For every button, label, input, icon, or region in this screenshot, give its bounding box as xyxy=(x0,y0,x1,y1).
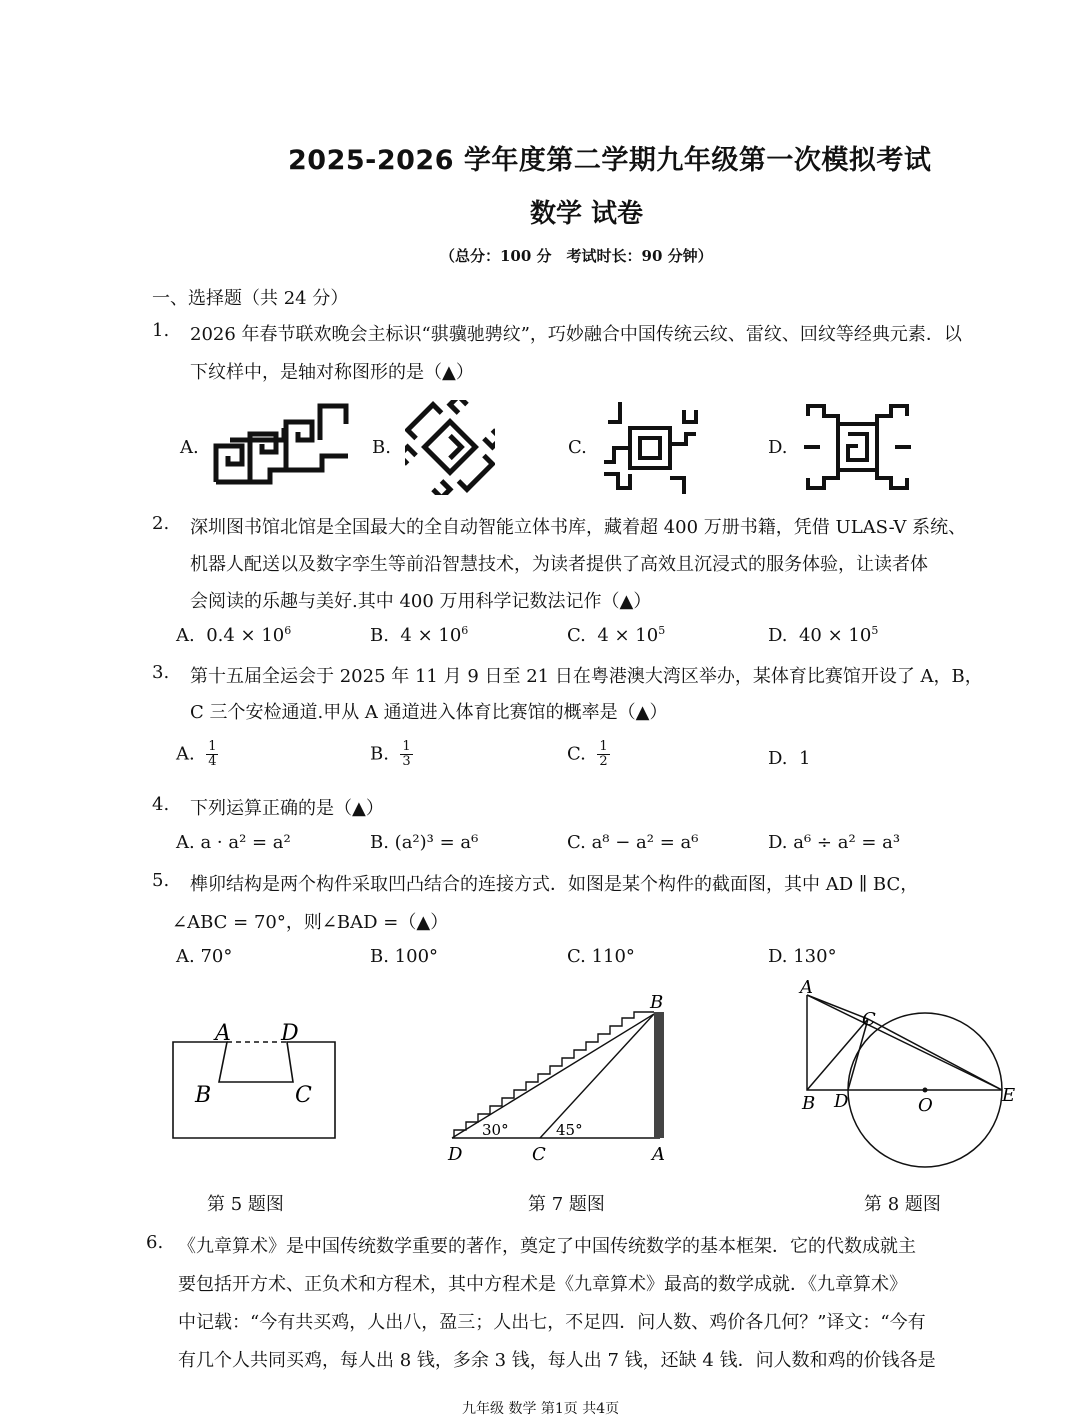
q6-text-line3: 中记载：“今有共买鸡，人出八，盈三；人出七，不足四．问人数、鸡价各几何？”译文：“今有 xyxy=(178,1312,926,1333)
q6-number: 6. xyxy=(146,1232,164,1253)
q5-option-d: D. 130° xyxy=(768,946,837,967)
fig8-label-d: D xyxy=(834,1091,849,1112)
q4-number: 4. xyxy=(152,794,170,815)
q3-option-d: D. 1 xyxy=(768,748,811,769)
q5-text-line1: 榫卯结构是两个构件采取凹凸结合的连接方式．如图是某个构件的截面图，其中 AD ∥ BC， xyxy=(190,874,919,895)
q5-text-line2: ∠ABC = 70°，则∠BAD =（▲） xyxy=(172,912,449,933)
q2-number: 2. xyxy=(152,513,170,534)
q4-option-b: B. (a²)³ = a⁶ xyxy=(370,832,479,853)
q1-text-line2: 下纹样中，是轴对称图形的是（▲） xyxy=(190,362,474,383)
figure-8 xyxy=(790,975,1030,1180)
q1-pattern-d xyxy=(800,402,915,492)
fig5-label-c: C xyxy=(295,1083,312,1108)
fig8-label-o: O xyxy=(918,1095,933,1116)
fig7-label-c: C xyxy=(532,1144,546,1165)
fig5-label-b: B xyxy=(195,1083,212,1108)
q1-option-c-label: C. xyxy=(568,437,587,458)
fig7-wall xyxy=(654,1012,664,1138)
figure-5-caption: 第 5 题图 xyxy=(207,1194,284,1215)
q3-number: 3. xyxy=(152,662,170,683)
q1-option-b-label: B. xyxy=(372,437,391,458)
fig7-angle-45: 45° xyxy=(556,1121,583,1139)
fig5-label-a: A xyxy=(215,1021,231,1046)
q4-option-a: A. a · a² = a² xyxy=(176,832,291,853)
fig7-label-b: B xyxy=(650,992,664,1013)
exam-title: 2025-2026 学年度第二学期九年级第一次模拟考试 xyxy=(288,145,932,176)
fig8-label-a: A xyxy=(800,977,813,998)
q5-option-c: C. 110° xyxy=(567,946,635,967)
q1-pattern-b xyxy=(405,400,495,495)
figure-7-caption: 第 7 题图 xyxy=(528,1194,605,1215)
q2-option-a: A. $0.4 \times 10^6$ xyxy=(176,624,292,646)
q3-option-b: B. $\frac{1}{3}$ xyxy=(370,739,411,769)
q1-option-a-label: A. xyxy=(180,437,199,458)
q6-text-line4: 有几个人共同买鸡，每人出 8 钱，多余 3 钱，每人出 7 钱，还缺 4 钱．问人数和鸡的价钱各是 xyxy=(178,1350,936,1371)
fig7-label-d: D xyxy=(448,1144,463,1165)
q2-text-line2: 机器人配送以及数字孪生等前沿智慧技术，为读者提供了高效且沉浸式的服务体验，让读者体 xyxy=(190,554,928,575)
q1-option-d-label: D. xyxy=(768,437,788,458)
exam-subtitle: 数学 试卷 xyxy=(530,199,644,229)
fig8-label-e: E xyxy=(1002,1085,1016,1106)
q2-option-b: B. $4 \times 10^6$ xyxy=(370,624,469,646)
figure-8-caption: 第 8 题图 xyxy=(864,1194,941,1215)
q2-option-c: C. $4 \times 10^5$ xyxy=(567,624,666,646)
fig5-label-d: D xyxy=(281,1021,299,1046)
q5-option-b: B. 100° xyxy=(370,946,439,967)
fig7-angle-30: 30° xyxy=(482,1121,509,1139)
q3-option-a: A. $\frac{1}{4}$ xyxy=(176,739,217,769)
q2-text-line1: 深圳图书馆北馆是全国最大的全自动智能立体书库，藏着超 400 万册书籍，凭借 ULAS-V 系统、 xyxy=(190,517,967,538)
q2-text-line3: 会阅读的乐趣与美好.其中 400 万用科学记数法记作（▲） xyxy=(190,591,652,612)
section-title: 一、选择题（共 24 分） xyxy=(152,288,349,309)
q1-pattern-a xyxy=(210,400,355,490)
q1-text-line1: 2026 年春节联欢晚会主标识“骐骥驰骋纹”，巧妙融合中国传统云纹、雷纹、回纹等经典元素．以 xyxy=(190,324,962,345)
q5-option-a: A. 70° xyxy=(176,946,233,967)
q6-text-line2: 要包括开方术、正负术和方程术，其中方程术是《九章算术》最高的数学成就．《九章算术》 xyxy=(178,1274,907,1295)
q4-option-c: C. a⁸ − a² = a⁶ xyxy=(567,832,699,853)
q6-text-line1: 《九章算术》是中国传统数学重要的著作，奠定了中国传统数学的基本框架．它的代数成就主 xyxy=(178,1236,916,1257)
q4-option-d: D. a⁶ ÷ a² = a³ xyxy=(768,832,901,853)
fig7-label-a: A xyxy=(652,1144,665,1165)
q3-text-line1: 第十五届全运会于 2025 年 11 月 9 日至 21 日在粤港澳大湾区举办，某体育比赛馆开设了 A，B， xyxy=(190,666,983,687)
q5-number: 5. xyxy=(152,870,170,891)
q1-pattern-c xyxy=(600,398,700,498)
page-footer: 九年级 数学 第1页 共4页 xyxy=(462,1401,620,1417)
figure-5 xyxy=(165,1010,345,1145)
fig8-center-dot xyxy=(923,1088,928,1093)
q3-text-line2: C 三个安检通道.甲从 A 通道进入体育比赛馆的概率是（▲） xyxy=(190,702,668,723)
q3-option-c: C. $\frac{1}{2}$ xyxy=(567,739,608,769)
fig8-label-b: B xyxy=(802,1093,816,1114)
q2-option-d: D. $40 \times 10^5$ xyxy=(768,624,879,646)
q4-text-line1: 下列运算正确的是（▲） xyxy=(190,798,384,819)
exam-meta: （总分：100 分 考试时长：90 分钟） xyxy=(440,247,713,265)
figure-7 xyxy=(440,992,680,1167)
fig8-label-c: C xyxy=(862,1009,876,1030)
q1-number: 1. xyxy=(152,320,170,341)
